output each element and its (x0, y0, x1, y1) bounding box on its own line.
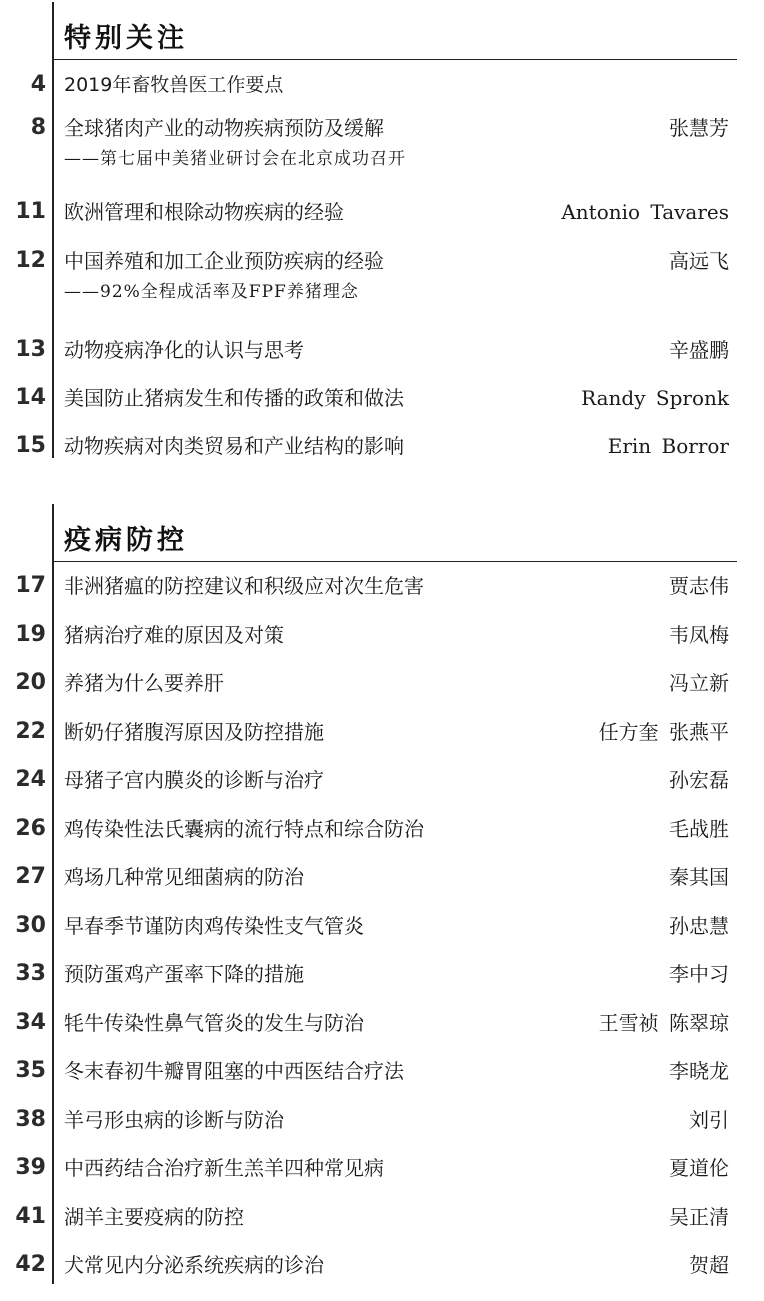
page-number: 14 (15, 385, 46, 410)
page-number: 20 (15, 670, 46, 695)
article-author: 毛战胜 (669, 817, 729, 841)
toc-entry[interactable] (0, 715, 764, 749)
toc-entry[interactable] (0, 909, 764, 943)
page-number: 41 (15, 1204, 46, 1229)
article-title[interactable]: 早春季节谨防肉鸡传染性支气管炎 (64, 914, 364, 938)
article-title[interactable]: 预防蛋鸡产蛋率下降的措施 (64, 962, 304, 986)
page-number: 30 (15, 913, 46, 938)
page-number: 15 (15, 433, 46, 458)
page-number: 19 (15, 622, 46, 647)
toc-entry[interactable] (0, 1006, 764, 1040)
article-title[interactable]: 动物疫病净化的认识与思考 (64, 338, 304, 362)
page-number: 11 (15, 199, 46, 224)
toc-entry[interactable] (0, 957, 764, 991)
page-number: 35 (15, 1058, 46, 1083)
page-number: 12 (15, 248, 46, 273)
article-author: Randy Spronk (581, 386, 729, 410)
article-author: 刘引 (689, 1108, 729, 1132)
page-number: 17 (15, 573, 46, 598)
article-author: 张慧芳 (669, 116, 729, 140)
page-number: 33 (15, 961, 46, 986)
article-author: 吴正清 (669, 1205, 729, 1229)
article-author: 辛盛鹏 (669, 338, 729, 362)
article-author: 高远飞 (669, 249, 729, 273)
article-author: 夏道伦 (669, 1156, 729, 1180)
article-subtitle: ——第七届中美猪业研讨会在北京成功召开 (64, 149, 406, 169)
article-title[interactable]: 欧洲管理和根除动物疾病的经验 (64, 200, 344, 224)
page-number: 34 (15, 1010, 46, 1035)
page-number: 26 (15, 816, 46, 841)
article-author: 贾志伟 (669, 574, 729, 598)
article-title[interactable]: 鸡场几种常见细菌病的防治 (64, 865, 304, 889)
toc-entry[interactable] (0, 860, 764, 894)
article-author: 冯立新 (669, 671, 729, 695)
toc-entry[interactable] (0, 111, 764, 169)
article-title[interactable]: 非洲猪瘟的防控建议和积级应对次生危害 (64, 574, 424, 598)
toc-entry[interactable] (0, 68, 764, 102)
article-title[interactable]: 羊弓形虫病的诊断与防治 (64, 1108, 284, 1132)
article-author: 任方奎 张燕平 (598, 720, 729, 744)
article-title[interactable]: 全球猪肉产业的动物疾病预防及缓解 (64, 116, 384, 140)
article-title[interactable]: 中西药结合治疗新生羔羊四种常见病 (64, 1156, 384, 1180)
article-title[interactable]: 犬常见内分泌系统疾病的诊治 (64, 1253, 324, 1277)
article-author: 李晓龙 (669, 1059, 729, 1083)
article-author: 王雪祯 陈翠琼 (598, 1011, 729, 1035)
page-number: 13 (15, 337, 46, 362)
article-author: 孙忠慧 (669, 914, 729, 938)
section-title: 特别关注 (64, 23, 188, 54)
article-author: 韦凤梅 (669, 623, 729, 647)
page-number: 8 (30, 115, 46, 140)
toc-entry[interactable] (0, 1054, 764, 1088)
article-title[interactable]: 鸡传染性法氏囊病的流行特点和综合防治 (64, 817, 424, 841)
toc-entry[interactable] (0, 333, 764, 367)
article-title[interactable]: 中国养殖和加工企业预防疾病的经验 (64, 249, 384, 273)
article-title[interactable]: 冬末春初牛瓣胃阻塞的中西医结合疗法 (64, 1059, 404, 1083)
article-author: 贺超 (689, 1253, 729, 1277)
page-number: 42 (15, 1252, 46, 1277)
page-number: 27 (15, 864, 46, 889)
toc-entry[interactable] (0, 429, 764, 463)
article-subtitle: ——92%全程成活率及FPF养猪理念 (64, 282, 359, 302)
article-title[interactable]: 断奶仔猪腹泻原因及防控措施 (64, 720, 324, 744)
article-title[interactable]: 2019年畜牧兽医工作要点 (64, 74, 284, 96)
page-number: 22 (15, 719, 46, 744)
article-author: 孙宏磊 (669, 768, 729, 792)
toc-entry[interactable] (0, 1248, 764, 1282)
toc-entry[interactable] (0, 763, 764, 797)
section-title: 疫病防控 (64, 525, 188, 556)
toc-entry[interactable] (0, 666, 764, 700)
article-author: Antonio Tavares (561, 200, 729, 224)
article-title[interactable]: 美国防止猪病发生和传播的政策和做法 (64, 386, 404, 410)
toc-entry[interactable] (0, 1103, 764, 1137)
section-header (52, 2, 737, 60)
page-number: 4 (30, 72, 46, 97)
section-header (52, 504, 737, 562)
toc-entry[interactable] (0, 1151, 764, 1185)
page-number: 39 (15, 1155, 46, 1180)
toc-entry[interactable] (0, 195, 764, 229)
toc-entry[interactable] (0, 618, 764, 652)
article-title[interactable]: 动物疾病对肉类贸易和产业结构的影响 (64, 434, 404, 458)
article-author: 李中习 (669, 962, 729, 986)
toc-entry[interactable] (0, 244, 764, 302)
toc-entry[interactable] (0, 1200, 764, 1234)
toc-entry[interactable] (0, 569, 764, 603)
article-author: Erin Borror (607, 434, 729, 458)
page-number: 38 (15, 1107, 46, 1132)
page-number: 24 (15, 767, 46, 792)
toc-entry[interactable] (0, 381, 764, 415)
article-title[interactable]: 牦牛传染性鼻气管炎的发生与防治 (64, 1011, 364, 1035)
article-title[interactable]: 湖羊主要疫病的防控 (64, 1205, 244, 1229)
article-title[interactable]: 母猪子宫内膜炎的诊断与治疗 (64, 768, 324, 792)
article-title[interactable]: 养猪为什么要养肝 (64, 671, 224, 695)
article-title[interactable]: 猪病治疗难的原因及对策 (64, 623, 284, 647)
article-author: 秦其国 (669, 865, 729, 889)
toc-entry[interactable] (0, 812, 764, 846)
